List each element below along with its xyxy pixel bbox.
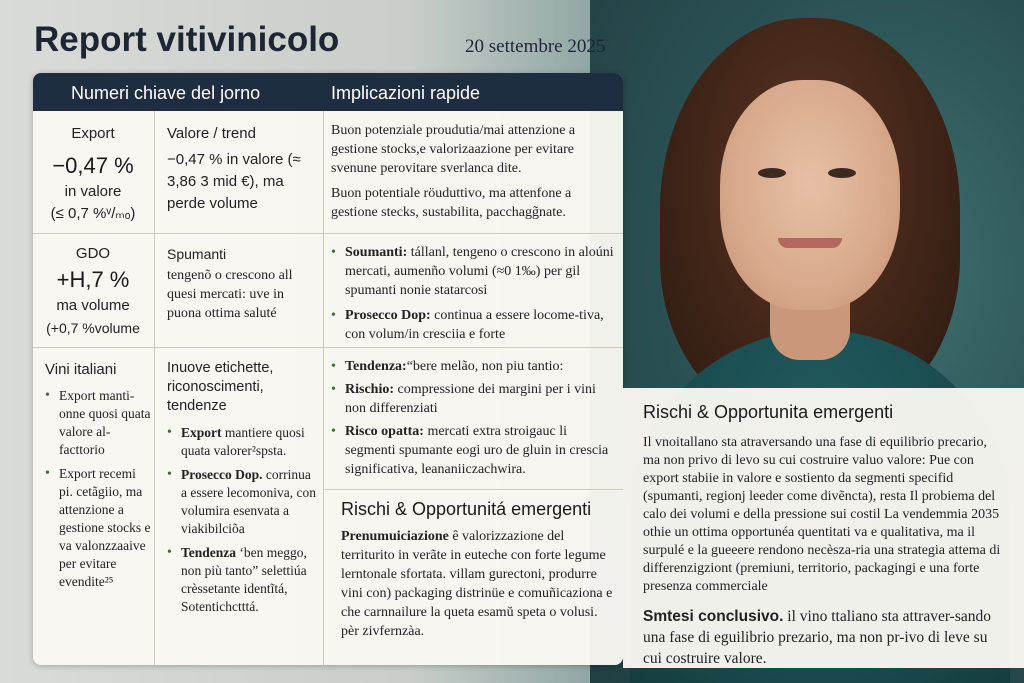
implication-list xyxy=(331,243,615,344)
implication-text: Buon potentiale röuduttivo, ma attenfone a gestione stecks, sustabilita, pacchagg̃nate. xyxy=(331,186,572,220)
implication-list xyxy=(331,357,615,479)
trends-title: Inuove etichette, riconoscimenti, tendenze xyxy=(167,360,274,414)
divider-row-2 xyxy=(33,347,623,348)
implication-cell xyxy=(331,243,615,344)
report-date: 20 settembre 2025 xyxy=(465,36,606,57)
portrait-eye-left xyxy=(758,168,786,178)
panel-header xyxy=(33,73,623,111)
key-value-sub: ma volume xyxy=(56,297,130,314)
divider-row-1 xyxy=(33,233,623,234)
section-title: Rischi & Opportunitá emergenti xyxy=(341,499,592,519)
trends-list xyxy=(167,424,317,616)
list-item: • Export mantiere quosi quata valorer²spsta. xyxy=(167,424,317,460)
vini-list xyxy=(45,387,151,591)
risks-text: Prenumuiciazione ê valorizzazione del territurito in verãte in euteche con forte legume lerntonale sfortata. villam gurectoni, produrre vini con) packaging distrinüe e comuñicaziona e che carnnailure la queta esamŭ speta o volusi. pèr zivfernzàa. xyxy=(341,529,613,639)
portrait-face xyxy=(720,80,900,310)
implication-cell xyxy=(331,121,611,222)
list-item: • Risco opatta: mercati extra stroigauc li segmenti spumante eogi uro de gluin in crescia significativa, leananiiczachwira. xyxy=(331,422,615,479)
list-item: • Rischio: compressione dei margini per i vini non differenziati xyxy=(331,380,615,418)
spumanti-cell xyxy=(167,245,317,323)
list-item: • Export manti-onne quosi quata valore al-facttorio xyxy=(45,387,151,459)
portrait-eye-right xyxy=(828,168,856,178)
trend-text: −0,47 % in valore (≈ 3,86 3 mid €), ma perde volume xyxy=(167,151,301,212)
row-vini-italiani xyxy=(45,359,151,591)
list-item: • Prosecco Dop. corrinua a essere lecomoniva, con volumira esenvata a viakibilciõa xyxy=(167,466,317,538)
key-value-sub: in valore xyxy=(64,183,122,200)
row-export xyxy=(37,123,149,225)
key-value: −0,47 % xyxy=(52,153,134,178)
row-label: Vini italiani xyxy=(45,361,117,378)
divider-vertical-1 xyxy=(154,111,155,665)
column-header-key-numbers: Numeri chiave del jorno xyxy=(71,83,261,103)
key-value-note: (≤ 0,7 %ᵛ/ₘₒ) xyxy=(50,205,136,222)
column-header-implications: Implicazioni rapide xyxy=(331,83,481,103)
key-value-note: (+0,7 %volume xyxy=(46,320,140,336)
list-item: • Prosecco Dop: continua a essere locome-tiva, con volum/in cresciia e forte xyxy=(331,306,615,344)
implication-cell xyxy=(331,357,615,479)
divider-vertical-2 xyxy=(323,111,324,665)
conclusion-text: Smtesi conclusivo. il vino ttaliano sta attraver-sando una fase di eguilibrio prezario, ma non pr-ivo di leve su cui costruire valore. xyxy=(643,608,992,667)
divider-risks xyxy=(323,489,623,490)
portrait-mouth xyxy=(778,238,842,248)
row-gdo xyxy=(37,243,149,339)
page-title: Report vitivinicolo xyxy=(34,20,340,59)
key-numbers-panel xyxy=(33,73,623,665)
trends-cell xyxy=(167,359,317,616)
list-item: • Soumanti: tállanl, tengeno o crescono in aloúni mercati, aumenño volumi (≈0 1‰) per gil spumanti nonie statarcosi xyxy=(331,243,615,300)
side-panel-title: Rischi & Opportunita emergenti xyxy=(643,402,894,422)
row-label: Export xyxy=(71,125,115,142)
list-item: • Export recemi pi. cetãgiio, ma attenzione a gestione stocks e va valonzzaaive per evitare evendite²⁵ xyxy=(45,465,151,591)
risks-section xyxy=(341,497,615,641)
spumanti-text: tengenõ o crescono all quesi mercati: uve in puona ottima saluté xyxy=(167,268,293,321)
list-item: • Tendenza:“bere melão, non piu tantio: xyxy=(331,357,615,376)
spumanti-title: Spumanti xyxy=(167,246,227,262)
trend-cell xyxy=(167,123,317,215)
side-panel xyxy=(623,388,1024,668)
key-value: +H,7 % xyxy=(56,267,130,292)
list-item: • Tendenza ʻben meggo, non più tanto” selettiúa crèssetante identĩtá, Sotentichctttá. xyxy=(167,544,317,616)
side-panel-body: Il vnoitallano sta atraversando una fase di equilibrio precario, ma non privo di levo su cui costruire valuo valore: Pue con export stabiie in valore e sostiento da segmenti specifid (spumanti, regionj leeder come divẽncta), resta Il probiema del calo dei volumi e della pressione sui costil La vendemmia 2035 othie un ottima opportunéa quentitati va e qualitativa, ma il surpulé e la gueeere rendono necèsza-ria una strategia attema di differenzigziont (premiuni, territorio, packagingi e una forte presenza commerciale xyxy=(643,435,1001,594)
implication-text: Buon potenziale proudutia/mai attenzione a gestione stocks,e valorizaazione per evitare svenune perovitare sverlanca dite. xyxy=(331,123,576,176)
row-label: GDO xyxy=(75,245,111,262)
trend-title: Valore / trend xyxy=(167,125,256,142)
